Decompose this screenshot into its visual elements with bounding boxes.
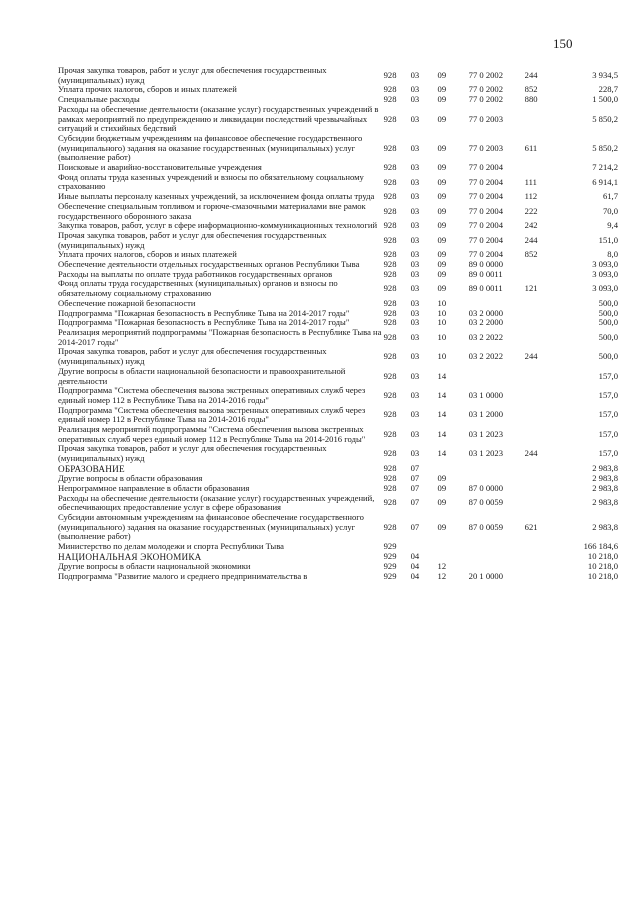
row-subsection-code: 12: [437, 561, 447, 572]
table-row: [58, 406, 618, 425]
row-subsection-code: 14: [437, 448, 447, 459]
row-section-code: 03: [410, 283, 420, 294]
row-amount: 9,4: [607, 220, 618, 231]
row-expense-type: [525, 309, 560, 319]
row-admin-code: 928: [383, 317, 397, 328]
table-row: [58, 173, 618, 192]
row-expense-type: 621: [524, 521, 538, 532]
row-amount: 3 093,0: [592, 259, 618, 270]
row-description: Субсидии бюджетным учреждениям на финансовое обеспечение государственного (муниципального) задания на оказание государственных (муниципальных) услуг (выполнение работ): [58, 132, 363, 163]
row-description: Обеспечение деятельности отдельных государственных органов Республики Тыва: [58, 259, 360, 270]
row-admin-code: 928: [383, 351, 397, 362]
row-description: Закупка товаров, работ, услуг в сфере информационно-коммуникационных технологий: [58, 220, 378, 231]
row-section-code: 03: [410, 84, 420, 95]
table-row: [58, 328, 618, 347]
row-subsection-code: 09: [437, 84, 447, 95]
budget-table: [58, 66, 618, 582]
row-section-code: 03: [410, 351, 420, 362]
row-section-code: 03: [410, 297, 420, 308]
row-section-code: 03: [410, 249, 420, 260]
row-expense-type: 244: [524, 448, 538, 459]
row-subsection-code: 09: [437, 94, 447, 105]
row-expense-type: [525, 318, 560, 328]
row-description: Подпрограмма "Развитие малого и среднего предпринимательства в: [58, 570, 308, 581]
row-subsection-code: 09: [437, 283, 447, 294]
row-admin-code: 928: [383, 142, 397, 153]
row-section-code: 03: [410, 268, 420, 279]
row-subsection-code: 14: [437, 370, 447, 381]
row-subsection-code: 09: [437, 220, 447, 231]
table-row: [58, 231, 618, 250]
row-target-article: 87 0 0000: [468, 482, 504, 493]
row-admin-code: 928: [383, 113, 397, 124]
row-admin-code: 928: [383, 463, 397, 474]
table-row: [58, 386, 618, 405]
row-description: Обеспечение специальным топливом и горюче-смазочными материалами вне рамок государственного оборонного заказа: [58, 200, 366, 221]
table-row: [58, 367, 618, 386]
table-row: [58, 425, 618, 444]
row-section-code: 03: [410, 317, 420, 328]
row-section-code: 03: [410, 94, 420, 105]
row-description: Иные выплаты персоналу казенных учреждений, за исключением фонда оплаты труда: [58, 191, 375, 202]
row-section-code: 03: [410, 370, 420, 381]
row-amount: 3 093,0: [592, 283, 618, 294]
table-row: [58, 66, 618, 85]
table-row: [58, 202, 618, 221]
row-admin-code: 928: [383, 94, 397, 105]
row-target-article: 87 0 0059: [468, 521, 504, 532]
row-description: Непрограммное направление в области образования: [58, 482, 250, 493]
row-expense-type: 880: [524, 94, 538, 105]
row-subsection-code: 12: [437, 570, 447, 581]
row-amount: 500,0: [598, 331, 618, 342]
row-expense-type: 121: [524, 283, 538, 294]
row-expense-type: 111: [524, 176, 537, 187]
row-target-article: 77 0 2003: [468, 142, 504, 153]
row-target-article: 77 0 2004: [468, 220, 504, 231]
row-description: Прочая закупка товаров, работ и услуг для обеспечения государственных (муниципальных) нужд: [58, 443, 327, 464]
row-subsection-code: 09: [437, 113, 447, 124]
row-admin-code: 928: [383, 69, 397, 80]
row-admin-code: 928: [383, 234, 397, 245]
row-expense-type: [525, 105, 560, 134]
row-description: Прочая закупка товаров, работ и услуг для обеспечения государственных (муниципальных) нужд: [58, 65, 327, 85]
row-description: Подпрограмма "Пожарная безопасность в Республике Тыва на 2014-2017 годы": [58, 307, 350, 318]
row-section-code: 03: [410, 205, 420, 216]
row-subsection-code: 09: [437, 142, 447, 153]
table-row: [58, 347, 618, 366]
row-description: Фонд оплаты труда государственных (муниципальных) органов и взносы по обязательному социальному страхованию: [58, 278, 338, 299]
row-amount: 157,0: [598, 448, 618, 459]
row-expense-type: [525, 328, 560, 347]
row-section-code: 03: [410, 142, 420, 153]
row-target-article: 77 0 2004: [468, 205, 504, 216]
row-amount: 61,7: [602, 191, 618, 202]
row-expense-type: 852: [524, 249, 538, 260]
row-amount: 157,0: [598, 428, 618, 439]
row-section-code: 07: [410, 482, 420, 493]
row-amount: 2 983,8: [592, 482, 618, 493]
row-amount: 228,7: [598, 84, 618, 95]
row-expense-type: 852: [524, 84, 538, 95]
row-subsection-code: 10: [437, 307, 447, 318]
row-description: Уплата прочих налогов, сборов и иных платежей: [58, 249, 237, 260]
table-row: [58, 444, 618, 463]
row-target-article: 77 0 2004: [468, 191, 504, 202]
row-amount: 500,0: [598, 351, 618, 362]
row-admin-code: 929: [383, 541, 397, 552]
row-section-code: 07: [410, 497, 420, 508]
row-description: Реализация мероприятий подпрограммы "Система обеспечения вызова экстренных оперативных служб через единый номер 112 в Республике Тыва на 2014-2016 годы": [58, 424, 366, 444]
row-expense-type: [525, 367, 560, 386]
row-subsection-code: 10: [437, 351, 447, 362]
row-admin-code: 928: [383, 521, 397, 532]
row-expense-type: [525, 474, 560, 484]
table-row: [58, 513, 618, 542]
row-admin-code: 928: [383, 473, 397, 484]
row-expense-type: [525, 464, 560, 474]
row-target-article: [469, 367, 525, 386]
row-description: Другие вопросы в области образования: [58, 473, 203, 484]
row-section-code: 03: [410, 220, 420, 231]
row-admin-code: 929: [383, 561, 397, 572]
row-section-code: 03: [410, 307, 420, 318]
row-expense-type: [525, 270, 560, 280]
row-expense-type: 244: [524, 234, 538, 245]
row-description: Подпрограмма "Пожарная безопасность в Республике Тыва на 2014-2017 годы": [58, 317, 350, 328]
row-subsection-code: 10: [437, 317, 447, 328]
row-subsection-code: 09: [437, 176, 447, 187]
row-target-article: 03 1 2023: [468, 448, 504, 459]
row-target-article: 89 0 0000: [468, 259, 504, 270]
row-amount: 5 850,2: [592, 142, 618, 153]
row-amount: 500,0: [598, 307, 618, 318]
row-description: Уплата прочих налогов, сборов и иных платежей: [58, 84, 237, 95]
row-expense-type: [525, 386, 560, 405]
row-expense-type: 244: [524, 69, 538, 80]
row-subsection-code: 09: [437, 521, 447, 532]
row-amount: 500,0: [598, 317, 618, 328]
row-section-code: 03: [410, 390, 420, 401]
row-admin-code: 928: [383, 390, 397, 401]
row-amount: 166 184,6: [583, 541, 618, 552]
table-row: [58, 572, 618, 582]
row-section-code: 07: [410, 463, 420, 474]
row-expense-type: [525, 163, 560, 173]
row-amount: 70,0: [602, 205, 618, 216]
row-description: Расходы на выплаты по оплате труда работников государственных органов: [58, 268, 333, 279]
row-section-code: 03: [410, 259, 420, 270]
row-target-article: 03 1 2023: [468, 428, 504, 439]
row-subsection-code: 14: [437, 428, 447, 439]
row-amount: 6 914,1: [592, 176, 618, 187]
row-expense-type: 611: [524, 142, 538, 153]
row-amount: 10 218,0: [587, 570, 618, 581]
row-admin-code: 928: [383, 428, 397, 439]
row-expense-type: [525, 260, 560, 270]
table-row: [58, 494, 618, 513]
row-section-code: 07: [410, 473, 420, 484]
row-target-article: 03 2 2000: [468, 317, 504, 328]
row-subsection-code: 09: [437, 259, 447, 270]
row-subsection-code: [438, 542, 469, 552]
row-admin-code: 928: [383, 84, 397, 95]
row-description: Подпрограмма "Система обеспечения вызова экстренных оперативных служб через единый номер 112 в Республике Тыва на 2014-2016 годы": [58, 385, 366, 405]
row-subsection-code: 09: [437, 205, 447, 216]
page-number: 150: [553, 36, 573, 51]
row-subsection-code: 09: [437, 268, 447, 279]
row-amount: 5 850,2: [592, 113, 618, 124]
row-admin-code: 928: [383, 370, 397, 381]
row-description: ОБРАЗОВАНИЕ: [58, 463, 125, 474]
row-section-code: 07: [410, 521, 420, 532]
row-amount: 7 214,2: [592, 162, 618, 173]
row-expense-type: [525, 406, 560, 425]
table-row: [58, 542, 618, 552]
row-admin-code: 928: [383, 220, 397, 231]
row-subsection-code: 14: [437, 390, 447, 401]
row-description: Министерство по делам молодежи и спорта Республики Тыва: [58, 541, 284, 552]
row-target-article: 77 0 2004: [468, 162, 504, 173]
row-target-article: 77 0 2004: [468, 176, 504, 187]
row-subsection-code: 10: [437, 331, 447, 342]
row-target-article: 77 0 2003: [468, 113, 504, 124]
row-description: Подпрограмма "Система обеспечения вызова экстренных оперативных служб через единый номер 112 в Республике Тыва на 2014-2016 годы": [58, 404, 366, 425]
row-expense-type: [525, 542, 560, 552]
row-admin-code: 928: [383, 191, 397, 202]
row-section-code: 03: [410, 162, 420, 173]
row-target-article: 03 1 2000: [468, 409, 504, 420]
row-subsection-code: 09: [437, 497, 447, 508]
row-admin-code: 929: [383, 551, 397, 562]
row-target-article: 89 0 0011: [468, 283, 503, 294]
row-expense-type: [525, 572, 560, 582]
row-target-article: [469, 542, 525, 552]
row-description: НАЦИОНАЛЬНАЯ ЭКОНОМИКА: [58, 551, 202, 562]
row-expense-type: 112: [524, 191, 538, 202]
budget-table-body: [58, 66, 618, 582]
row-section-code: 03: [410, 69, 420, 80]
row-amount: 500,0: [598, 297, 618, 308]
row-admin-code: 928: [383, 448, 397, 459]
row-amount: 10 218,0: [587, 561, 618, 572]
row-target-article: 77 0 2004: [468, 234, 504, 245]
row-description: Специальные расходы: [58, 94, 140, 105]
row-expense-type: 222: [524, 205, 538, 216]
row-amount: 2 983,8: [592, 463, 618, 474]
row-amount: 157,0: [598, 409, 618, 420]
row-admin-code: 928: [383, 297, 397, 308]
table-row: [58, 134, 618, 163]
row-target-article: 77 0 2002: [468, 94, 504, 105]
row-section-code: 03: [410, 448, 420, 459]
row-description: Субсидии автономным учреждениям на финансовое обеспечение государственного (муниципального) задания на оказание государственных (муниципальных) услуг (выполнение работ): [58, 512, 364, 542]
table-row: [58, 279, 618, 298]
row-expense-type: [525, 425, 560, 444]
row-target-article: 03 2 2022: [468, 331, 504, 342]
row-description: Реализация мероприятий подпрограммы "Пожарная безопасность в Республике Тыва на 2014-2017 годы": [58, 326, 382, 347]
row-target-article: 03 2 0000: [468, 307, 504, 318]
row-target-article: 03 2 2022: [468, 351, 504, 362]
row-section-code: 04: [410, 570, 420, 581]
row-target-article: 77 0 2002: [468, 84, 504, 95]
row-subsection-code: 09: [437, 473, 447, 484]
row-amount: 157,0: [598, 370, 618, 381]
row-amount: 8,0: [607, 249, 618, 260]
row-amount: 2 983,8: [592, 497, 618, 508]
row-description: Обеспечение пожарной безопасности: [58, 297, 196, 308]
row-amount: 1 500,0: [592, 94, 618, 105]
row-subsection-code: 09: [437, 191, 447, 202]
row-target-article: 77 0 2004: [468, 249, 504, 260]
row-section-code: 03: [410, 113, 420, 124]
row-amount: 2 983,8: [592, 473, 618, 484]
row-target-article: 03 1 0000: [468, 390, 504, 401]
row-description: Фонд оплаты труда казенных учреждений и взносы по обязательному социальному страхованию: [58, 171, 364, 192]
row-amount: 3 934,5: [592, 69, 618, 80]
row-amount: 3 093,0: [592, 268, 618, 279]
row-subsection-code: 09: [437, 249, 447, 260]
row-target-article: 20 1 0000: [468, 570, 504, 581]
row-section-code: 03: [410, 176, 420, 187]
row-subsection-code: 09: [437, 234, 447, 245]
row-description: Расходы на обеспечение деятельности (оказание услуг) государственных учреждений, обеспечивающих предоставление услуг в сфере образования: [58, 492, 375, 513]
row-target-article: [469, 552, 525, 562]
row-admin-code: 928: [383, 205, 397, 216]
row-section-code: 04: [410, 551, 420, 562]
row-amount: 151,0: [598, 234, 618, 245]
row-admin-code: 928: [383, 331, 397, 342]
row-expense-type: [525, 562, 560, 572]
row-section-code: 03: [410, 428, 420, 439]
row-section-code: 04: [410, 561, 420, 572]
row-amount: 157,0: [598, 390, 618, 401]
row-expense-type: [525, 552, 560, 562]
row-section-code: 03: [410, 191, 420, 202]
row-expense-type: [525, 494, 560, 513]
row-target-article: 89 0 0011: [468, 268, 503, 279]
row-section-code: 03: [410, 409, 420, 420]
row-admin-code: 928: [383, 409, 397, 420]
row-target-article: 87 0 0059: [468, 497, 504, 508]
row-admin-code: 928: [383, 249, 397, 260]
row-expense-type: [525, 484, 560, 494]
row-subsection-code: 09: [437, 69, 447, 80]
row-description: Расходы на обеспечение деятельности (оказание услуг) государственных учреждений в рамках мероприятий по предупреждению и ликвидации последствий чрезвычайных ситуаций и стихийных бедствий: [58, 103, 379, 134]
row-subsection-code: 14: [437, 409, 447, 420]
row-target-article: 77 0 2002: [468, 69, 504, 80]
row-section-code: 03: [410, 234, 420, 245]
row-admin-code: 928: [383, 283, 397, 294]
row-expense-type: 244: [524, 351, 538, 362]
row-description: Другие вопросы в области национальной экономики: [58, 561, 251, 572]
row-admin-code: 928: [383, 259, 397, 270]
row-description: Другие вопросы в области национальной безопасности и правоохранительной деятельности: [58, 365, 346, 386]
row-expense-type: 242: [524, 220, 538, 231]
row-expense-type: [525, 299, 560, 309]
table-row: [58, 105, 618, 134]
row-subsection-code: 10: [437, 297, 447, 308]
row-admin-code: 928: [383, 176, 397, 187]
row-section-code: 03: [410, 331, 420, 342]
row-description: Прочая закупка товаров, работ и услуг для обеспечения государственных (муниципальных) нужд: [58, 229, 327, 250]
row-admin-code: 928: [383, 482, 397, 493]
row-admin-code: 928: [383, 307, 397, 318]
row-amount: 10 218,0: [587, 551, 618, 562]
row-subsection-code: 09: [437, 482, 447, 493]
row-admin-code: 929: [383, 570, 397, 581]
row-subsection-code: 09: [437, 162, 447, 173]
row-admin-code: 928: [383, 497, 397, 508]
row-description: Прочая закупка товаров, работ и услуг для обеспечения государственных (муниципальных) нужд: [58, 346, 327, 367]
row-description: Поисковые и аварийно-восстановительные учреждения: [58, 162, 262, 173]
row-amount: 2 983,8: [592, 521, 618, 532]
row-target-article: [469, 464, 525, 474]
row-admin-code: 928: [383, 162, 397, 173]
row-admin-code: 928: [383, 268, 397, 279]
